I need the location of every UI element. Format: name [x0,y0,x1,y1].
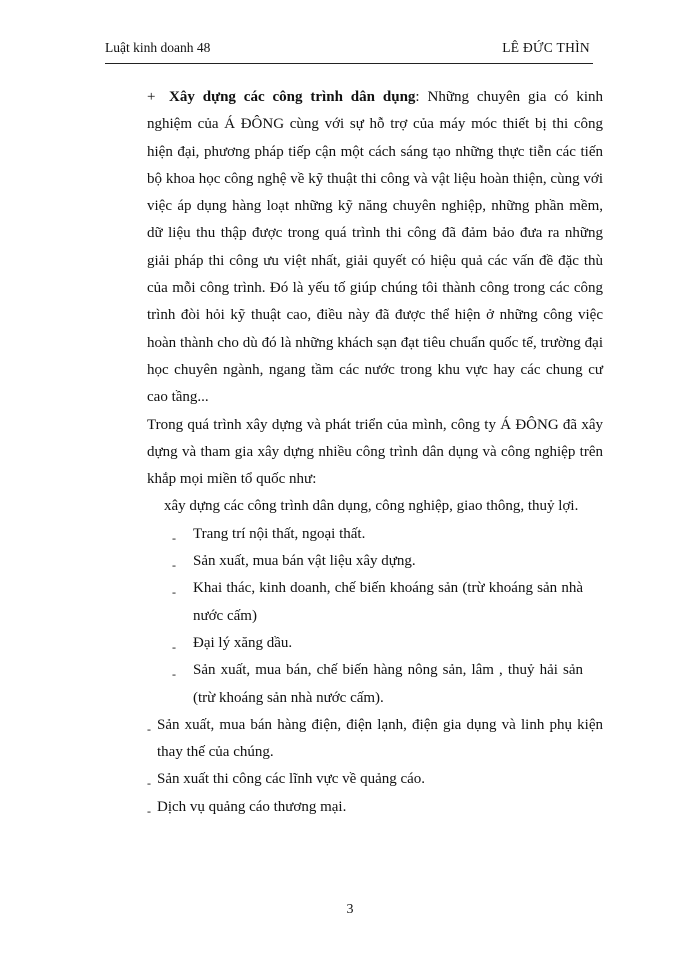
dash-bullet: - [147,776,151,791]
paragraph-civil-construction [147,84,603,412]
dash-bullet: - [172,639,176,654]
list-intro-text: xây dựng các công trình dân dụng, công nghiệp, giao thông, thuỷ lợi. [164,498,579,515]
list-item [147,548,583,575]
page-header [105,40,590,58]
list-item-text: Sản xuất thi công các lĩnh vực về quảng cáo. [157,771,426,788]
dash-bullet: - [172,530,176,545]
section-title: Xây dựng các công trình dân dụng [169,89,416,105]
list-item [147,712,603,767]
list-item-text: Sản xuất, mua bán hàng điện, điện lạnh, điện gia dụng và linh phụ kiện thay thế của chúng. [157,716,603,761]
list-item-text: Sản xuất, mua bán vật liệu xây dựng. [193,553,416,570]
list-item [147,521,583,548]
document-body [147,84,603,821]
list-item-text: Đại lý xăng dầu. [193,634,293,651]
list-item [147,657,583,712]
header-rule [105,63,593,64]
dash-bullet: - [172,585,176,600]
list-item [147,575,583,630]
list-item-text: Khai thác, kinh doanh, chế biến khoáng sản (trừ khoáng sản nhà nước cấm) [193,580,583,624]
list-item-text: Trang trí nội thất, ngoại thất. [193,525,366,542]
page-number: 3 [346,902,354,917]
header-right-text: LÊ ĐỨC THÌN [502,40,590,55]
dash-bullet: - [172,667,176,682]
list-intro-line [147,493,584,520]
dash-bullet: - [147,803,151,818]
intro-text: Trong quá trình xây dựng và phát triển của mình, công ty Á ĐÔNG đã xây dựng và tham gia xây dựng nhiều công trình dân dụng và công nghiệp trên khắp mọi miền tổ quốc như: [147,416,603,488]
list-item [147,794,603,821]
list-item-text: Sản xuất, mua bán, chế biến hàng nông sản, lâm , thuỷ hải sản (trừ khoáng sản nhà nước cấm). [193,662,583,706]
header-left-text: Luật kinh doanh 48 [105,40,211,55]
paragraph-development [147,412,603,494]
dash-bullet: - [172,558,176,573]
section-text: : Những chuyên gia có kinh nghiệm của Á ĐÔNG cùng với sự hỗ trợ của máy móc thiết bị thi công hiện đại, phương pháp tiếp cận một cách sáng tạo những thực tiễn các tiến bộ khoa học công nghệ về kỹ thuật thi công và vật liệu hoàn thiện, cùng với việc áp dụng hàng loạt những kỹ năng chuyên nghiệp, những phần mềm, dữ liệu thu thập được trong quá trình thi công đã đảm bảo đưa ra những giải pháp thi công ưu việt nhất, giải quyết có hiệu quả các vấn đề đặc thù của mỗi công trình. Đó là yếu tố giúp chúng tôi thành công trong các công trình đòi hỏi kỹ thuật cao, điều này đã được thể hiện ở những công việc hoàn thành cho dù đó là những khách sạn đạt tiêu chuẩn quốc tế, trường đại học chuyên ngành, ngang tầm các nước trong khu vực hay các chung cư cao tầng... [147,89,603,406]
list-item-text: Dịch vụ quảng cáo thương mại. [157,798,347,815]
business-lines-list [147,521,603,712]
plus-bullet: + [147,89,156,105]
list-item [147,766,603,793]
dash-bullet: - [147,721,151,736]
additional-business-list [147,712,603,821]
list-item [147,630,583,657]
